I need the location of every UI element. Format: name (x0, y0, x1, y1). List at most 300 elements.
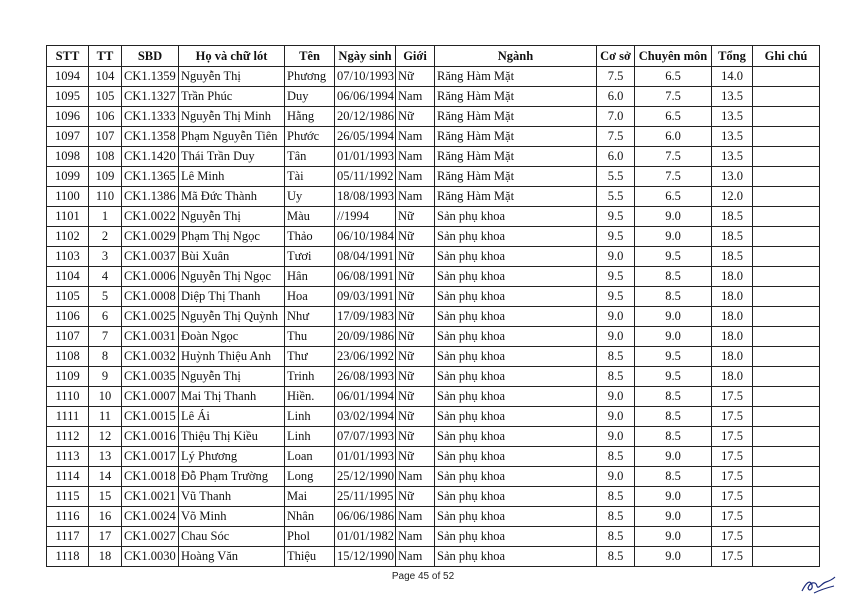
table-row (47, 127, 820, 147)
cell-chuyen-mon: 9.0 (635, 487, 712, 507)
cell-nganh: Răng Hàm Mặt (435, 187, 597, 207)
cell-ngay-sinh: 03/02/1994 (335, 407, 396, 427)
cell-gioi: Nữ (396, 267, 435, 287)
cell-tong: 18.5 (712, 247, 753, 267)
cell-ngay-sinh: 23/06/1992 (335, 347, 396, 367)
cell-ho-chu-lot: Nguyễn Thị Ngọc (179, 267, 285, 287)
cell-ghi-chu (753, 447, 820, 467)
cell-tt: 109 (89, 167, 122, 187)
cell-ngay-sinh: 20/12/1986 (335, 107, 396, 127)
cell-ghi-chu (753, 407, 820, 427)
cell-chuyen-mon: 6.5 (635, 67, 712, 87)
cell-sbd: CK1.0006 (122, 267, 179, 287)
cell-tt: 11 (89, 407, 122, 427)
cell-tt: 4 (89, 267, 122, 287)
cell-stt: 1112 (47, 427, 89, 447)
cell-sbd: CK1.0032 (122, 347, 179, 367)
header-row (47, 46, 820, 67)
table-row (47, 547, 820, 567)
cell-tt: 106 (89, 107, 122, 127)
cell-ghi-chu (753, 247, 820, 267)
results-table (46, 45, 820, 567)
cell-tong: 18.0 (712, 347, 753, 367)
cell-nganh: Sản phụ khoa (435, 407, 597, 427)
cell-gioi: Nữ (396, 207, 435, 227)
cell-ten: Phước (285, 127, 335, 147)
cell-ho-chu-lot: Phạm Thị Ngọc (179, 227, 285, 247)
cell-ten: Thu (285, 327, 335, 347)
cell-chuyen-mon: 8.5 (635, 427, 712, 447)
cell-ho-chu-lot: Đỗ Phạm Trường (179, 467, 285, 487)
cell-stt: 1104 (47, 267, 89, 287)
cell-tt: 2 (89, 227, 122, 247)
cell-ho-chu-lot: Nguyễn Thị (179, 367, 285, 387)
cell-co-so: 5.5 (597, 167, 635, 187)
cell-ten: Phương (285, 67, 335, 87)
cell-ten: Linh (285, 427, 335, 447)
cell-tt: 104 (89, 67, 122, 87)
table-row (47, 327, 820, 347)
cell-tong: 13.5 (712, 107, 753, 127)
cell-sbd: CK1.1333 (122, 107, 179, 127)
cell-tt: 15 (89, 487, 122, 507)
table-row (47, 507, 820, 527)
cell-ho-chu-lot: Võ Minh (179, 507, 285, 527)
cell-tong: 18.0 (712, 267, 753, 287)
table-row (47, 427, 820, 447)
cell-ho-chu-lot: Mai Thị Thanh (179, 387, 285, 407)
cell-ngay-sinh: 17/09/1983 (335, 307, 396, 327)
cell-ho-chu-lot: Nguyễn Thị (179, 207, 285, 227)
cell-ho-chu-lot: Diệp Thị Thanh (179, 287, 285, 307)
cell-gioi: Nữ (396, 367, 435, 387)
cell-chuyen-mon: 9.0 (635, 527, 712, 547)
cell-stt: 1095 (47, 87, 89, 107)
table-row (47, 347, 820, 367)
cell-tong: 17.5 (712, 507, 753, 527)
cell-sbd: CK1.1327 (122, 87, 179, 107)
cell-tt: 110 (89, 187, 122, 207)
table-row (47, 487, 820, 507)
cell-tt: 7 (89, 327, 122, 347)
cell-ten: Loan (285, 447, 335, 467)
cell-sbd: CK1.0015 (122, 407, 179, 427)
cell-tong: 13.5 (712, 147, 753, 167)
cell-ghi-chu (753, 427, 820, 447)
table-row (47, 467, 820, 487)
cell-nganh: Răng Hàm Mặt (435, 87, 597, 107)
cell-co-so: 8.5 (597, 347, 635, 367)
cell-co-so: 7.5 (597, 127, 635, 147)
cell-tong: 18.0 (712, 287, 753, 307)
cell-ho-chu-lot: Huỳnh Thiệu Anh (179, 347, 285, 367)
cell-gioi: Nữ (396, 407, 435, 427)
cell-sbd: CK1.0029 (122, 227, 179, 247)
cell-sbd: CK1.1358 (122, 127, 179, 147)
cell-chuyen-mon: 6.0 (635, 127, 712, 147)
cell-nganh: Sản phụ khoa (435, 347, 597, 367)
cell-tong: 14.0 (712, 67, 753, 87)
cell-stt: 1107 (47, 327, 89, 347)
cell-stt: 1106 (47, 307, 89, 327)
cell-chuyen-mon: 7.5 (635, 147, 712, 167)
cell-gioi: Nữ (396, 327, 435, 347)
cell-stt: 1100 (47, 187, 89, 207)
cell-nganh: Răng Hàm Mặt (435, 147, 597, 167)
cell-chuyen-mon: 8.5 (635, 387, 712, 407)
cell-co-so: 8.5 (597, 527, 635, 547)
cell-ho-chu-lot: Chau Sóc (179, 527, 285, 547)
cell-ho-chu-lot: Thiệu Thị Kiều (179, 427, 285, 447)
cell-chuyen-mon: 8.5 (635, 287, 712, 307)
cell-ghi-chu (753, 487, 820, 507)
cell-ngay-sinh: 18/08/1993 (335, 187, 396, 207)
cell-ho-chu-lot: Bùi Xuân (179, 247, 285, 267)
cell-co-so: 9.0 (597, 427, 635, 447)
cell-tt: 18 (89, 547, 122, 567)
cell-ghi-chu (753, 307, 820, 327)
cell-sbd: CK1.0037 (122, 247, 179, 267)
cell-co-so: 5.5 (597, 187, 635, 207)
cell-nganh: Sản phụ khoa (435, 527, 597, 547)
cell-co-so: 8.5 (597, 507, 635, 527)
cell-gioi: Nữ (396, 287, 435, 307)
cell-co-so: 9.5 (597, 287, 635, 307)
cell-tt: 1 (89, 207, 122, 227)
cell-nganh: Sản phụ khoa (435, 327, 597, 347)
table-row (47, 207, 820, 227)
cell-nganh: Sản phụ khoa (435, 247, 597, 267)
cell-ho-chu-lot: Trần Phúc (179, 87, 285, 107)
cell-ghi-chu (753, 107, 820, 127)
cell-chuyen-mon: 9.0 (635, 307, 712, 327)
cell-nganh: Răng Hàm Mặt (435, 107, 597, 127)
cell-ngay-sinh: 20/09/1986 (335, 327, 396, 347)
cell-gioi: Nam (396, 147, 435, 167)
cell-stt: 1099 (47, 167, 89, 187)
table-row (47, 247, 820, 267)
cell-gioi: Nam (396, 87, 435, 107)
cell-nganh: Sản phụ khoa (435, 507, 597, 527)
cell-tt: 3 (89, 247, 122, 267)
cell-gioi: Nữ (396, 307, 435, 327)
header-col-ho-chu-lot: Họ và chữ lót (179, 46, 285, 67)
cell-gioi: Nữ (396, 67, 435, 87)
cell-ngay-sinh: 06/01/1994 (335, 387, 396, 407)
cell-gioi: Nữ (396, 107, 435, 127)
cell-stt: 1096 (47, 107, 89, 127)
table-row (47, 187, 820, 207)
cell-ghi-chu (753, 347, 820, 367)
cell-gioi: Nữ (396, 487, 435, 507)
cell-nganh: Sản phụ khoa (435, 487, 597, 507)
cell-tt: 107 (89, 127, 122, 147)
cell-stt: 1114 (47, 467, 89, 487)
cell-gioi: Nam (396, 187, 435, 207)
cell-stt: 1113 (47, 447, 89, 467)
cell-co-so: 8.5 (597, 487, 635, 507)
cell-stt: 1115 (47, 487, 89, 507)
cell-nganh: Sản phụ khoa (435, 447, 597, 467)
cell-co-so: 6.0 (597, 147, 635, 167)
cell-co-so: 7.5 (597, 67, 635, 87)
cell-stt: 1105 (47, 287, 89, 307)
cell-ngay-sinh: 01/01/1993 (335, 447, 396, 467)
cell-ngay-sinh: 25/12/1990 (335, 467, 396, 487)
table-row (47, 447, 820, 467)
cell-chuyen-mon: 9.0 (635, 207, 712, 227)
table-row (47, 287, 820, 307)
cell-sbd: CK1.0030 (122, 547, 179, 567)
cell-ten: Hằng (285, 107, 335, 127)
cell-gioi: Nam (396, 467, 435, 487)
cell-ghi-chu (753, 127, 820, 147)
cell-stt: 1108 (47, 347, 89, 367)
cell-ho-chu-lot: Vũ Thanh (179, 487, 285, 507)
cell-chuyen-mon: 7.5 (635, 87, 712, 107)
header-col-sbd: SBD (122, 46, 179, 67)
cell-ten: Phol (285, 527, 335, 547)
cell-ten: Tài (285, 167, 335, 187)
cell-ngay-sinh: 09/03/1991 (335, 287, 396, 307)
cell-sbd: CK1.0021 (122, 487, 179, 507)
cell-sbd: CK1.1420 (122, 147, 179, 167)
cell-ghi-chu (753, 287, 820, 307)
header-col-chuyen-mon: Chuyên môn (635, 46, 712, 67)
cell-gioi: Nữ (396, 447, 435, 467)
cell-stt: 1098 (47, 147, 89, 167)
cell-tong: 12.0 (712, 187, 753, 207)
cell-ngay-sinh: 06/08/1991 (335, 267, 396, 287)
table-row (47, 307, 820, 327)
cell-tt: 9 (89, 367, 122, 387)
cell-co-so: 9.0 (597, 247, 635, 267)
cell-nganh: Sản phụ khoa (435, 547, 597, 567)
cell-nganh: Sản phụ khoa (435, 467, 597, 487)
cell-tong: 13.5 (712, 87, 753, 107)
cell-ghi-chu (753, 327, 820, 347)
header-col-stt: STT (47, 46, 89, 67)
cell-ghi-chu (753, 527, 820, 547)
cell-ngay-sinh: 05/11/1992 (335, 167, 396, 187)
cell-ghi-chu (753, 187, 820, 207)
cell-tt: 16 (89, 507, 122, 527)
cell-tt: 5 (89, 287, 122, 307)
header-col-ten: Tên (285, 46, 335, 67)
cell-tong: 17.5 (712, 427, 753, 447)
table-row (47, 147, 820, 167)
cell-tong: 13.0 (712, 167, 753, 187)
cell-sbd: CK1.1359 (122, 67, 179, 87)
cell-co-so: 9.5 (597, 207, 635, 227)
cell-tong: 18.0 (712, 307, 753, 327)
cell-gioi: Nam (396, 167, 435, 187)
cell-tt: 13 (89, 447, 122, 467)
cell-tong: 17.5 (712, 447, 753, 467)
table-row (47, 367, 820, 387)
cell-co-so: 9.0 (597, 407, 635, 427)
cell-stt: 1118 (47, 547, 89, 567)
cell-stt: 1094 (47, 67, 89, 87)
cell-tt: 12 (89, 427, 122, 447)
cell-tong: 17.5 (712, 387, 753, 407)
cell-ho-chu-lot: Nguyễn Thị Quỳnh (179, 307, 285, 327)
cell-ghi-chu (753, 207, 820, 227)
cell-tong: 17.5 (712, 487, 753, 507)
cell-ten: Tươi (285, 247, 335, 267)
cell-ten: Hân (285, 267, 335, 287)
cell-sbd: CK1.0025 (122, 307, 179, 327)
cell-co-so: 9.0 (597, 327, 635, 347)
cell-ghi-chu (753, 507, 820, 527)
cell-stt: 1101 (47, 207, 89, 227)
cell-co-so: 8.5 (597, 447, 635, 467)
cell-ngay-sinh: 07/07/1993 (335, 427, 396, 447)
cell-ten: Nhân (285, 507, 335, 527)
cell-ten: Long (285, 467, 335, 487)
cell-ten: Thư (285, 347, 335, 367)
cell-ghi-chu (753, 367, 820, 387)
cell-chuyen-mon: 6.5 (635, 187, 712, 207)
cell-ten: Tân (285, 147, 335, 167)
cell-sbd: CK1.0008 (122, 287, 179, 307)
signature-mark (800, 573, 836, 595)
cell-tong: 18.0 (712, 327, 753, 347)
cell-ten: Thiệu (285, 547, 335, 567)
cell-chuyen-mon: 7.5 (635, 167, 712, 187)
cell-ten: Uy (285, 187, 335, 207)
header-col-gioi: Giới (396, 46, 435, 67)
cell-stt: 1117 (47, 527, 89, 547)
cell-ho-chu-lot: Đoàn Ngọc (179, 327, 285, 347)
header-col-ghi-chu: Ghi chú (753, 46, 820, 67)
cell-co-so: 6.0 (597, 87, 635, 107)
cell-stt: 1097 (47, 127, 89, 147)
cell-stt: 1103 (47, 247, 89, 267)
cell-nganh: Sản phụ khoa (435, 287, 597, 307)
cell-sbd: CK1.0017 (122, 447, 179, 467)
cell-sbd: CK1.0031 (122, 327, 179, 347)
cell-nganh: Sản phụ khoa (435, 207, 597, 227)
cell-tong: 17.5 (712, 547, 753, 567)
cell-ten: Hoa (285, 287, 335, 307)
cell-chuyen-mon: 8.5 (635, 267, 712, 287)
cell-sbd: CK1.0027 (122, 527, 179, 547)
cell-gioi: Nữ (396, 227, 435, 247)
cell-gioi: Nam (396, 127, 435, 147)
cell-ngay-sinh: 01/01/1993 (335, 147, 396, 167)
cell-ho-chu-lot: Lý Phương (179, 447, 285, 467)
cell-sbd: CK1.1365 (122, 167, 179, 187)
cell-ten: Như (285, 307, 335, 327)
cell-ho-chu-lot: Phạm Nguyễn Tiên (179, 127, 285, 147)
cell-chuyen-mon: 8.5 (635, 467, 712, 487)
cell-ngay-sinh: 01/01/1982 (335, 527, 396, 547)
cell-nganh: Sản phụ khoa (435, 387, 597, 407)
cell-sbd: CK1.0024 (122, 507, 179, 527)
cell-tong: 17.5 (712, 467, 753, 487)
cell-co-so: 9.0 (597, 467, 635, 487)
cell-co-so: 7.0 (597, 107, 635, 127)
table-row (47, 407, 820, 427)
cell-nganh: Răng Hàm Mặt (435, 67, 597, 87)
cell-tt: 108 (89, 147, 122, 167)
cell-ten: Duy (285, 87, 335, 107)
cell-ten: Màu (285, 207, 335, 227)
cell-ngay-sinh: 15/12/1990 (335, 547, 396, 567)
cell-ngay-sinh: 06/06/1994 (335, 87, 396, 107)
cell-gioi: Nữ (396, 387, 435, 407)
cell-co-so: 9.0 (597, 307, 635, 327)
table-row (47, 67, 820, 87)
cell-ngay-sinh: 26/05/1994 (335, 127, 396, 147)
cell-co-so: 8.5 (597, 547, 635, 567)
cell-tong: 18.5 (712, 207, 753, 227)
cell-stt: 1110 (47, 387, 89, 407)
cell-ngay-sinh: 07/10/1993 (335, 67, 396, 87)
cell-ngay-sinh: 26/08/1993 (335, 367, 396, 387)
cell-chuyen-mon: 8.5 (635, 407, 712, 427)
cell-gioi: Nữ (396, 247, 435, 267)
cell-gioi: Nam (396, 507, 435, 527)
cell-chuyen-mon: 6.5 (635, 107, 712, 127)
cell-nganh: Răng Hàm Mặt (435, 167, 597, 187)
cell-ten: Mai (285, 487, 335, 507)
cell-tt: 14 (89, 467, 122, 487)
header-col-tt: TT (89, 46, 122, 67)
cell-sbd: CK1.0018 (122, 467, 179, 487)
cell-nganh: Sản phụ khoa (435, 307, 597, 327)
cell-stt: 1116 (47, 507, 89, 527)
cell-tong: 18.5 (712, 227, 753, 247)
cell-ngay-sinh: 06/10/1984 (335, 227, 396, 247)
cell-ghi-chu (753, 387, 820, 407)
cell-ngay-sinh: 08/04/1991 (335, 247, 396, 267)
cell-ten: Hiền. (285, 387, 335, 407)
cell-ho-chu-lot: Hoàng Văn (179, 547, 285, 567)
cell-chuyen-mon: 9.0 (635, 547, 712, 567)
cell-ho-chu-lot: Lê Minh (179, 167, 285, 187)
cell-co-so: 9.5 (597, 267, 635, 287)
cell-ngay-sinh: //1994 (335, 207, 396, 227)
cell-chuyen-mon: 9.5 (635, 367, 712, 387)
cell-stt: 1111 (47, 407, 89, 427)
cell-ho-chu-lot: Nguyễn Thị (179, 67, 285, 87)
cell-tong: 17.5 (712, 407, 753, 427)
cell-ho-chu-lot: Nguyễn Thị Minh (179, 107, 285, 127)
cell-tt: 8 (89, 347, 122, 367)
table-row (47, 107, 820, 127)
cell-chuyen-mon: 9.0 (635, 447, 712, 467)
cell-chuyen-mon: 9.0 (635, 507, 712, 527)
cell-ghi-chu (753, 267, 820, 287)
cell-gioi: Nam (396, 527, 435, 547)
cell-nganh: Sản phụ khoa (435, 227, 597, 247)
table-row (47, 167, 820, 187)
cell-ngay-sinh: 25/11/1995 (335, 487, 396, 507)
cell-ngay-sinh: 06/06/1986 (335, 507, 396, 527)
cell-nganh: Sản phụ khoa (435, 427, 597, 447)
cell-nganh: Răng Hàm Mặt (435, 127, 597, 147)
cell-ho-chu-lot: Lê Ái (179, 407, 285, 427)
cell-ghi-chu (753, 167, 820, 187)
cell-chuyen-mon: 9.5 (635, 247, 712, 267)
cell-tt: 105 (89, 87, 122, 107)
cell-nganh: Sản phụ khoa (435, 267, 597, 287)
cell-ghi-chu (753, 547, 820, 567)
cell-stt: 1109 (47, 367, 89, 387)
cell-ghi-chu (753, 67, 820, 87)
